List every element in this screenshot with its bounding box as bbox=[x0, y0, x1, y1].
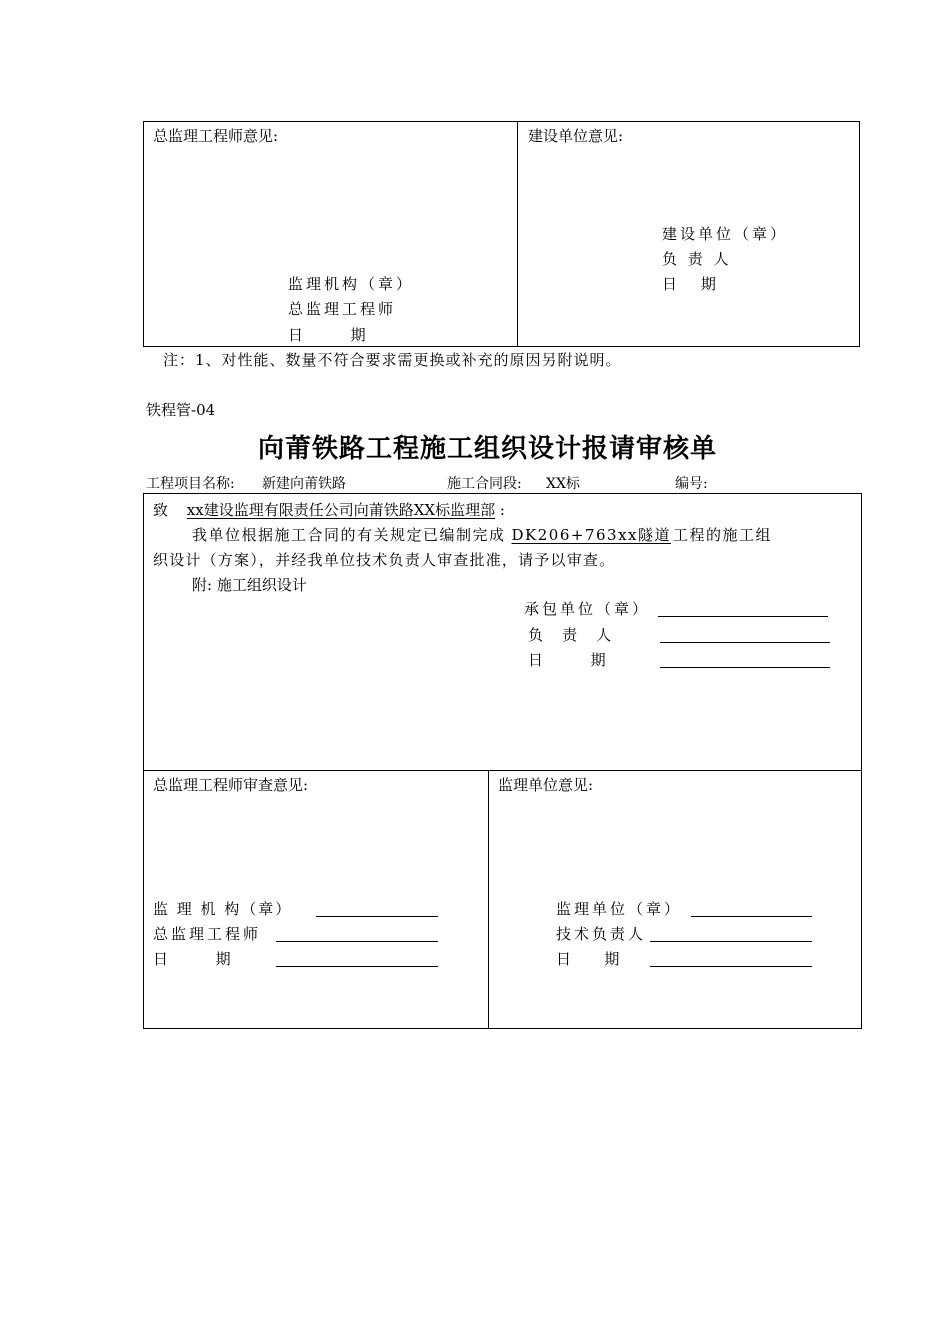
review-chief-engineer-label: 总监理工程师 bbox=[153, 925, 262, 943]
review-supervision-org-label: 监 理 机 构（章） bbox=[153, 900, 293, 918]
addressee-value: xx建设监理有限责任公司向莆铁路XX标监理部 bbox=[186, 501, 496, 519]
form-code: 铁程管-04 bbox=[146, 401, 216, 419]
tech-lead-line bbox=[650, 927, 812, 942]
project-name-value: 新建向莆铁路 bbox=[262, 476, 346, 492]
review-left-date-line bbox=[276, 952, 438, 967]
owner-seal-label: 建设单位（章） bbox=[662, 225, 789, 243]
review-right-date-label: 日 期 bbox=[556, 950, 620, 968]
contractor-date-line bbox=[660, 653, 830, 668]
body-line1-pre: 我单位根据施工合同的有关规定已编制完成 bbox=[192, 526, 506, 544]
owner-opinion-heading: 建设单位意见: bbox=[528, 127, 624, 145]
contract-section-value: XX标 bbox=[546, 476, 580, 492]
request-body-line1 bbox=[192, 524, 772, 545]
contractor-seal-label: 承包单位（章） bbox=[524, 600, 651, 618]
footnote: 注：1、对性能、数量不符合要求需更换或补充的原因另附说明。 bbox=[163, 351, 622, 369]
addressee-to-label: 致 bbox=[153, 501, 169, 519]
contractor-date-label: 日 期 bbox=[528, 651, 606, 669]
contractor-person-line bbox=[660, 628, 830, 643]
review-table-divider bbox=[488, 770, 489, 1029]
supervision-org-seal-label: 监理机构（章） bbox=[288, 275, 415, 293]
contract-section-label: 施工合同段: bbox=[447, 476, 522, 492]
project-work-value: DK206+763xx隧道 bbox=[511, 526, 671, 544]
request-body-line2: 织设计（方案），并经我单位技术负责人审查批准，请予以审查。 bbox=[153, 551, 616, 569]
chief-engineer-sign-label: 总监理工程师 bbox=[288, 300, 397, 318]
review-supervision-org-line bbox=[316, 902, 438, 917]
form-title: 向莆铁路工程施工组织设计报请审核单 bbox=[258, 434, 718, 464]
chief-engineer-opinion-heading: 总监理工程师意见: bbox=[153, 127, 279, 145]
review-right-date-line bbox=[650, 952, 812, 967]
tech-lead-label: 技术负责人 bbox=[556, 925, 647, 943]
chief-review-heading: 总监理工程师审查意见: bbox=[153, 776, 309, 794]
review-chief-engineer-line bbox=[276, 927, 438, 942]
left-date-label: 日 期 bbox=[288, 326, 366, 344]
contractor-seal-line bbox=[658, 602, 828, 617]
review-left-date-label: 日 期 bbox=[153, 950, 231, 968]
owner-person-label: 负 责 人 bbox=[662, 250, 732, 268]
body-line1-post: 工程的施工组 bbox=[673, 526, 773, 544]
supervision-unit-seal-line bbox=[691, 902, 812, 917]
serial-number-label: 编号: bbox=[675, 476, 708, 492]
owner-date-label: 日 期 bbox=[662, 275, 716, 293]
addressee-line bbox=[153, 499, 505, 520]
attachment-line: 附: 施工组织设计 bbox=[192, 576, 307, 594]
top-table-divider bbox=[517, 121, 518, 347]
supervision-unit-seal-label: 监理单位（章） bbox=[556, 900, 683, 918]
addressee-colon: : bbox=[499, 501, 505, 519]
project-name-label: 工程项目名称: bbox=[146, 476, 235, 492]
supervision-unit-heading: 监理单位意见: bbox=[498, 776, 594, 794]
contractor-person-label: 负 责 人 bbox=[528, 626, 612, 644]
